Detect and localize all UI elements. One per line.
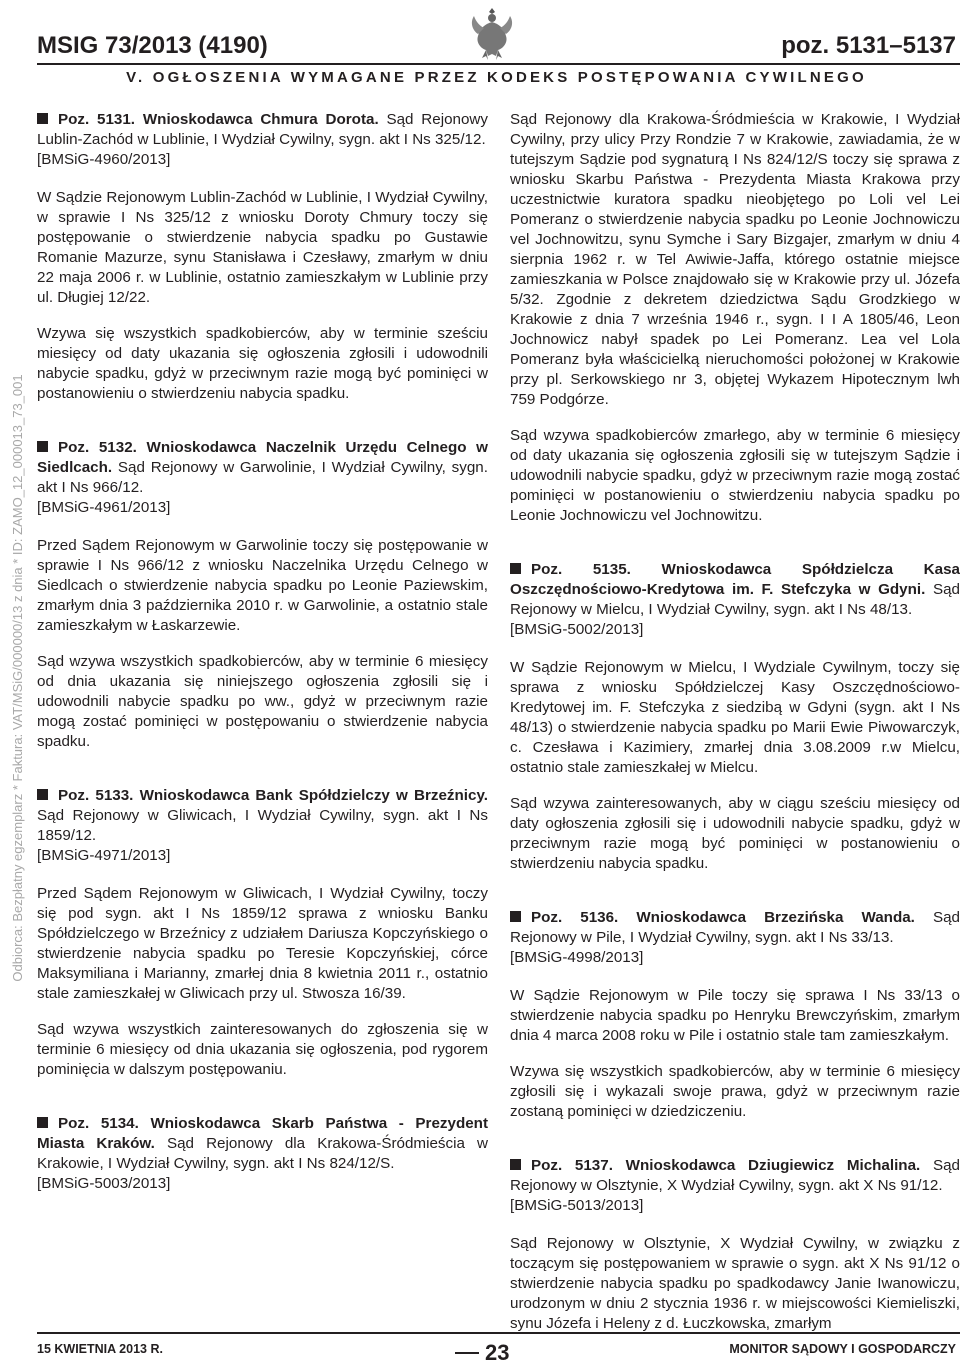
- entry-number: Poz. 5135.: [531, 561, 631, 578]
- entry-paragraph: W Sądzie Rejonowym Lublin-Zachód w Lublinie, I Wydział Cywilny, w sprawie I Ns 325/12 z wniosku Doroty Chmury toczy się postępowanie o stwierdzenie nabycia spadku po Gustawie Romanie Mazurze, synu Stanisława i Czesławy, zmarłym w dniu 22 maja 2006 r. w Lublinie, ostatnio zamieszkałym w Lublinie przy ul. Długiej 12/22.: [37, 189, 488, 306]
- entry-paragraph: Sąd wzywa spadkobierców zmarłego, aby w terminie 6 miesięcy od daty ukazania się ogłoszenia zgłosili się w tutejszym Sądzie i udowodnili nabycie spadku, gdyż w przeciwnym razie mogą zostać pominięci w postanowieniu o stwierdzeniu nabycia spadku po Leonie Jochnowiczu vel Jochnowitzu.: [510, 427, 960, 524]
- entry-paragraph: Sąd wzywa wszystkich spadkobierców, aby w terminie 6 miesięcy od dnia ukazania się niniejszego ogłoszenia zgłosili się i udowodnili nabycie spadku po ww., gdyż w przeciwnym razie mogą zostać pominięci w postępowaniu o stwierdzenie nabycia spadku.: [37, 653, 488, 750]
- page-number: 23: [455, 1340, 509, 1366]
- issue-number: MSIG 73/2013 (4190): [37, 32, 268, 59]
- entry-ref: [BMSiG-5013/2013]: [510, 1197, 644, 1214]
- entry-number: Poz. 5132.: [58, 439, 137, 456]
- entry-title: Wnioskodawca Chmura Dorota.: [142, 111, 379, 128]
- entry-5131: [37, 110, 488, 404]
- entry-ref: [BMSiG-4960/2013]: [37, 151, 171, 168]
- entry-title: Wnioskodawca Naczelnik Urzędu Celnego w Siedlcach.: [37, 439, 488, 476]
- right-column: [510, 110, 960, 1350]
- issue-date: 15 KWIETNIA 2013 R.: [37, 1342, 163, 1356]
- entry-number: Poz. 5133.: [58, 787, 134, 804]
- entry-5133: [37, 786, 488, 1080]
- entry-court: Sąd Rejonowy w Mielcu, I Wydział Cywilny, sygn. akt I Ns 48/13.: [510, 581, 960, 618]
- left-column: [37, 110, 488, 1212]
- position-range: poz. 5131–5137: [781, 32, 956, 59]
- entry-ref: [BMSiG-4961/2013]: [37, 499, 171, 516]
- entry-5134: [37, 1114, 488, 1194]
- entry-title: Wnioskodawca Spółdzielcza Kasa Oszczędnościowo-Kredytowa im. F. Stefczyka w Gdyni.: [510, 561, 960, 598]
- section-title: V. OGŁOSZENIA WYMAGANE PRZEZ KODEKS POSTĘPOWANIA CYWILNEGO: [126, 69, 867, 86]
- entry-court: Sąd Rejonowy w Garwolinie, I Wydział Cywilny, sygn. akt I Ns 966/12.: [37, 459, 488, 496]
- entry-number: Poz. 5131.: [58, 111, 136, 128]
- entry-court: Sąd Rejonowy w Olsztynie, X Wydział Cywilny, sygn. akt X Ns 91/12.: [510, 1157, 960, 1194]
- square-bullet-icon: [510, 1159, 521, 1170]
- publisher-name: MONITOR SĄDOWY I GOSPODARCZY: [729, 1342, 956, 1356]
- entry-court: Sąd Rejonowy w Pile, I Wydział Cywilny, sygn. akt I Ns 33/13.: [510, 909, 960, 946]
- footer-rule: [37, 1332, 960, 1334]
- entry-ref: [BMSiG-5002/2013]: [510, 621, 644, 638]
- square-bullet-icon: [510, 563, 521, 574]
- entry-paragraph: Sąd Rejonowy w Olsztynie, X Wydział Cywilny, w związku z toczącym się postępowaniem w sprawie o sygn. akt X Ns 91/12 o stwierdzenie nabycia spadku po spadkodawcy Janie Iwanowiczu, urodzonym w dniu 2 stycznia 1936 r. w miejscowości Kiemieliszki, synu Józefa i Heleny z d. Łuczkowska, zmarłym: [510, 1235, 960, 1332]
- side-watermark: Odbiorca: Bezpłatny egzemplarz * Faktura: VAT/MSiG/000000/13 z dnia * ID: ZAMO_12_000013_73_001: [10, 374, 25, 982]
- entry-paragraph: W Sądzie Rejonowym w Pile toczy się sprawa I Ns 33/13 o stwierdzenie nabycia spadku po Henryku Brewczyńskim, zmarłym dnia 4 marca 2008 roku w Pile i ostatnio stale tam zamieszkałym.: [510, 987, 960, 1044]
- entry-5136: [510, 908, 960, 1122]
- entry-5135: [510, 560, 960, 874]
- entry-paragraph: Wzywa się wszystkich spadkobierców, aby w terminie 6 miesięcy zgłosili się i wykazali swoje prawa, gdyż w przeciwnym razie zostaną pominięci w dziedziczeniu.: [510, 1063, 960, 1120]
- square-bullet-icon: [37, 789, 48, 800]
- polish-eagle-emblem-icon: [468, 4, 516, 62]
- entry-title: Wnioskodawca Brzezińska Wanda.: [636, 909, 915, 926]
- entry-paragraph: Sąd wzywa zainteresowanych, aby w ciągu sześciu miesięcy od daty ogłoszenia zgłosili się i udowodnili nabycie spadku, gdyż w przeciwnym razie mogą być pominięci w postanowieniu o stwierdzeniu nabycia spadku.: [510, 795, 960, 872]
- square-bullet-icon: [37, 1117, 48, 1128]
- entry-number: Poz. 5134.: [58, 1115, 139, 1132]
- entry-court: Sąd Rejonowy dla Krakowa-Śródmieścia w Krakowie, I Wydział Cywilny, sygn. akt I Ns 824/12/S.: [37, 1135, 488, 1172]
- entry-paragraph: Przed Sądem Rejonowym w Garwolinie toczy się postępowanie w sprawie I Ns 966/12 z wniosku Naczelnika Urzędu Celnego w Siedlcach o stwierdzenie nabycia spadku po Leonie Paziewskim, zmarłym dnia 3 października 2010 r. w Garwolinie, a ostatnio stale zamieszkałym w Łaskarzewie.: [37, 537, 488, 634]
- entry-paragraph: Przed Sądem Rejonowym w Gliwicach, I Wydział Cywilny, toczy się pod sygn. akt I Ns 1859/12 sprawa z wniosku Banku Spółdzielczego w Brzeźnicy z udziałem Dariusza Kopczyńskiego o stwierdzenie nabycia spadku po Teresie Kopczyńskiej, córce Maksymiliana i Marianny, zmarłej dnia 8 kwietnia 2011 r., ostatnio stale zamieszkałej w Gliwicach przy ul. Stwosza 16/39.: [37, 885, 488, 1002]
- entry-5137: [510, 1156, 960, 1334]
- entry-title: Wnioskodawca Dziugiewicz Michalina.: [625, 1157, 921, 1174]
- entry-ref: [BMSiG-4971/2013]: [37, 847, 171, 864]
- entry-ref: [BMSiG-4998/2013]: [510, 949, 644, 966]
- square-bullet-icon: [510, 911, 521, 922]
- header-rule: [37, 63, 960, 65]
- entry-paragraph: Wzywa się wszystkich spadkobierców, aby w terminie sześciu miesięcy od daty ukazania się ogłoszenia zgłosili i udowodnili nabycie spadku, gdyż w przeciwnym razie mogą być pominięci w postanowieniu o stwierdzeniu nabycia spadku.: [37, 325, 488, 402]
- entry-number: Poz. 5137.: [531, 1157, 613, 1174]
- entry-paragraph: W Sądzie Rejonowym w Mielcu, I Wydziale Cywilnym, toczy się sprawa z wniosku Spółdzielczej Kasy Oszczędnościowo-Kredytowej im. F. Stefczyka z siedzibą w Gdyni (sygn. akt I Ns 48/13) o stwierdzenie nabycia spadku po Marii Ewie Piwowarczyk, c. Czesława i Kazimiery, zmarłej dnia 3.08.2009 r.w Mielcu, ostatnio stale zamieszkałej w Mielcu.: [510, 659, 960, 776]
- entry-number: Poz. 5136.: [531, 909, 619, 926]
- entry-title: Wnioskodawca Bank Spółdzielczy w Brzeźnicy.: [139, 787, 488, 804]
- entry-5134-continued: [510, 110, 960, 526]
- square-bullet-icon: [37, 441, 48, 452]
- entry-court: Sąd Rejonowy Lublin-Zachód w Lublinie, I Wydział Cywilny, sygn. akt I Ns 325/12.: [37, 111, 488, 148]
- entry-ref: [BMSiG-5003/2013]: [37, 1175, 171, 1192]
- entry-paragraph: Sąd wzywa wszystkich zainteresowanych do zgłoszenia się w terminie 6 miesięcy od dnia ukazania się ogłoszenia, pod rygorem pominięcia w dalszym postępowaniu.: [37, 1021, 488, 1078]
- entry-court: Sąd Rejonowy w Gliwicach, I Wydział Cywilny, sygn. akt I Ns 1859/12.: [37, 807, 488, 844]
- entry-5132: [37, 438, 488, 752]
- entry-paragraph: Sąd Rejonowy dla Krakowa-Śródmieścia w Krakowie, I Wydział Cywilny, przy ulicy Przy Rondzie 7 w Krakowie, zawiadamia, że w tutejszym Sądzie pod sygnaturą I Ns 824/12/S toczy się sprawa z wniosku Skarbu Państwa - Prezydenta Miasta Krakowa przy uczestnictwie kuratora spadku nieobjętego po Loli vel Lei Pomeranz o stwierdzenie nabycia spadku po Leonie Jochnowiczu vel Jochnowitzu, synu Symche i Sary Bizgajer, zmarłym w dniu 4 sierpnia 1962 r. w Tel Awiwie-Jaffa, którego ostatnie miejsce zamieszkania w Polsce znajdowało się w Krakowie przy ul. Józefa 5/32. Zgodnie z dekretem dziedzictwa Sądu Grodzkiego w Krakowie z dnia 7 września 1946 r., sygn. I I A 1805/46, Leon Jochnowicz nabył spadek po Lei Pomeranz. Lea vel Lola Pomeranz była właścicielką nieruchomości położonej w Krakowie przy pl. Serkowskiego nr 3, objętej Wykazem Hipotecznym lwh 759 Podgórze.: [510, 111, 960, 408]
- square-bullet-icon: [37, 113, 48, 124]
- entry-title: Wnioskodawca Skarb Państwa - Prezydent Miasta Kraków.: [37, 1115, 488, 1152]
